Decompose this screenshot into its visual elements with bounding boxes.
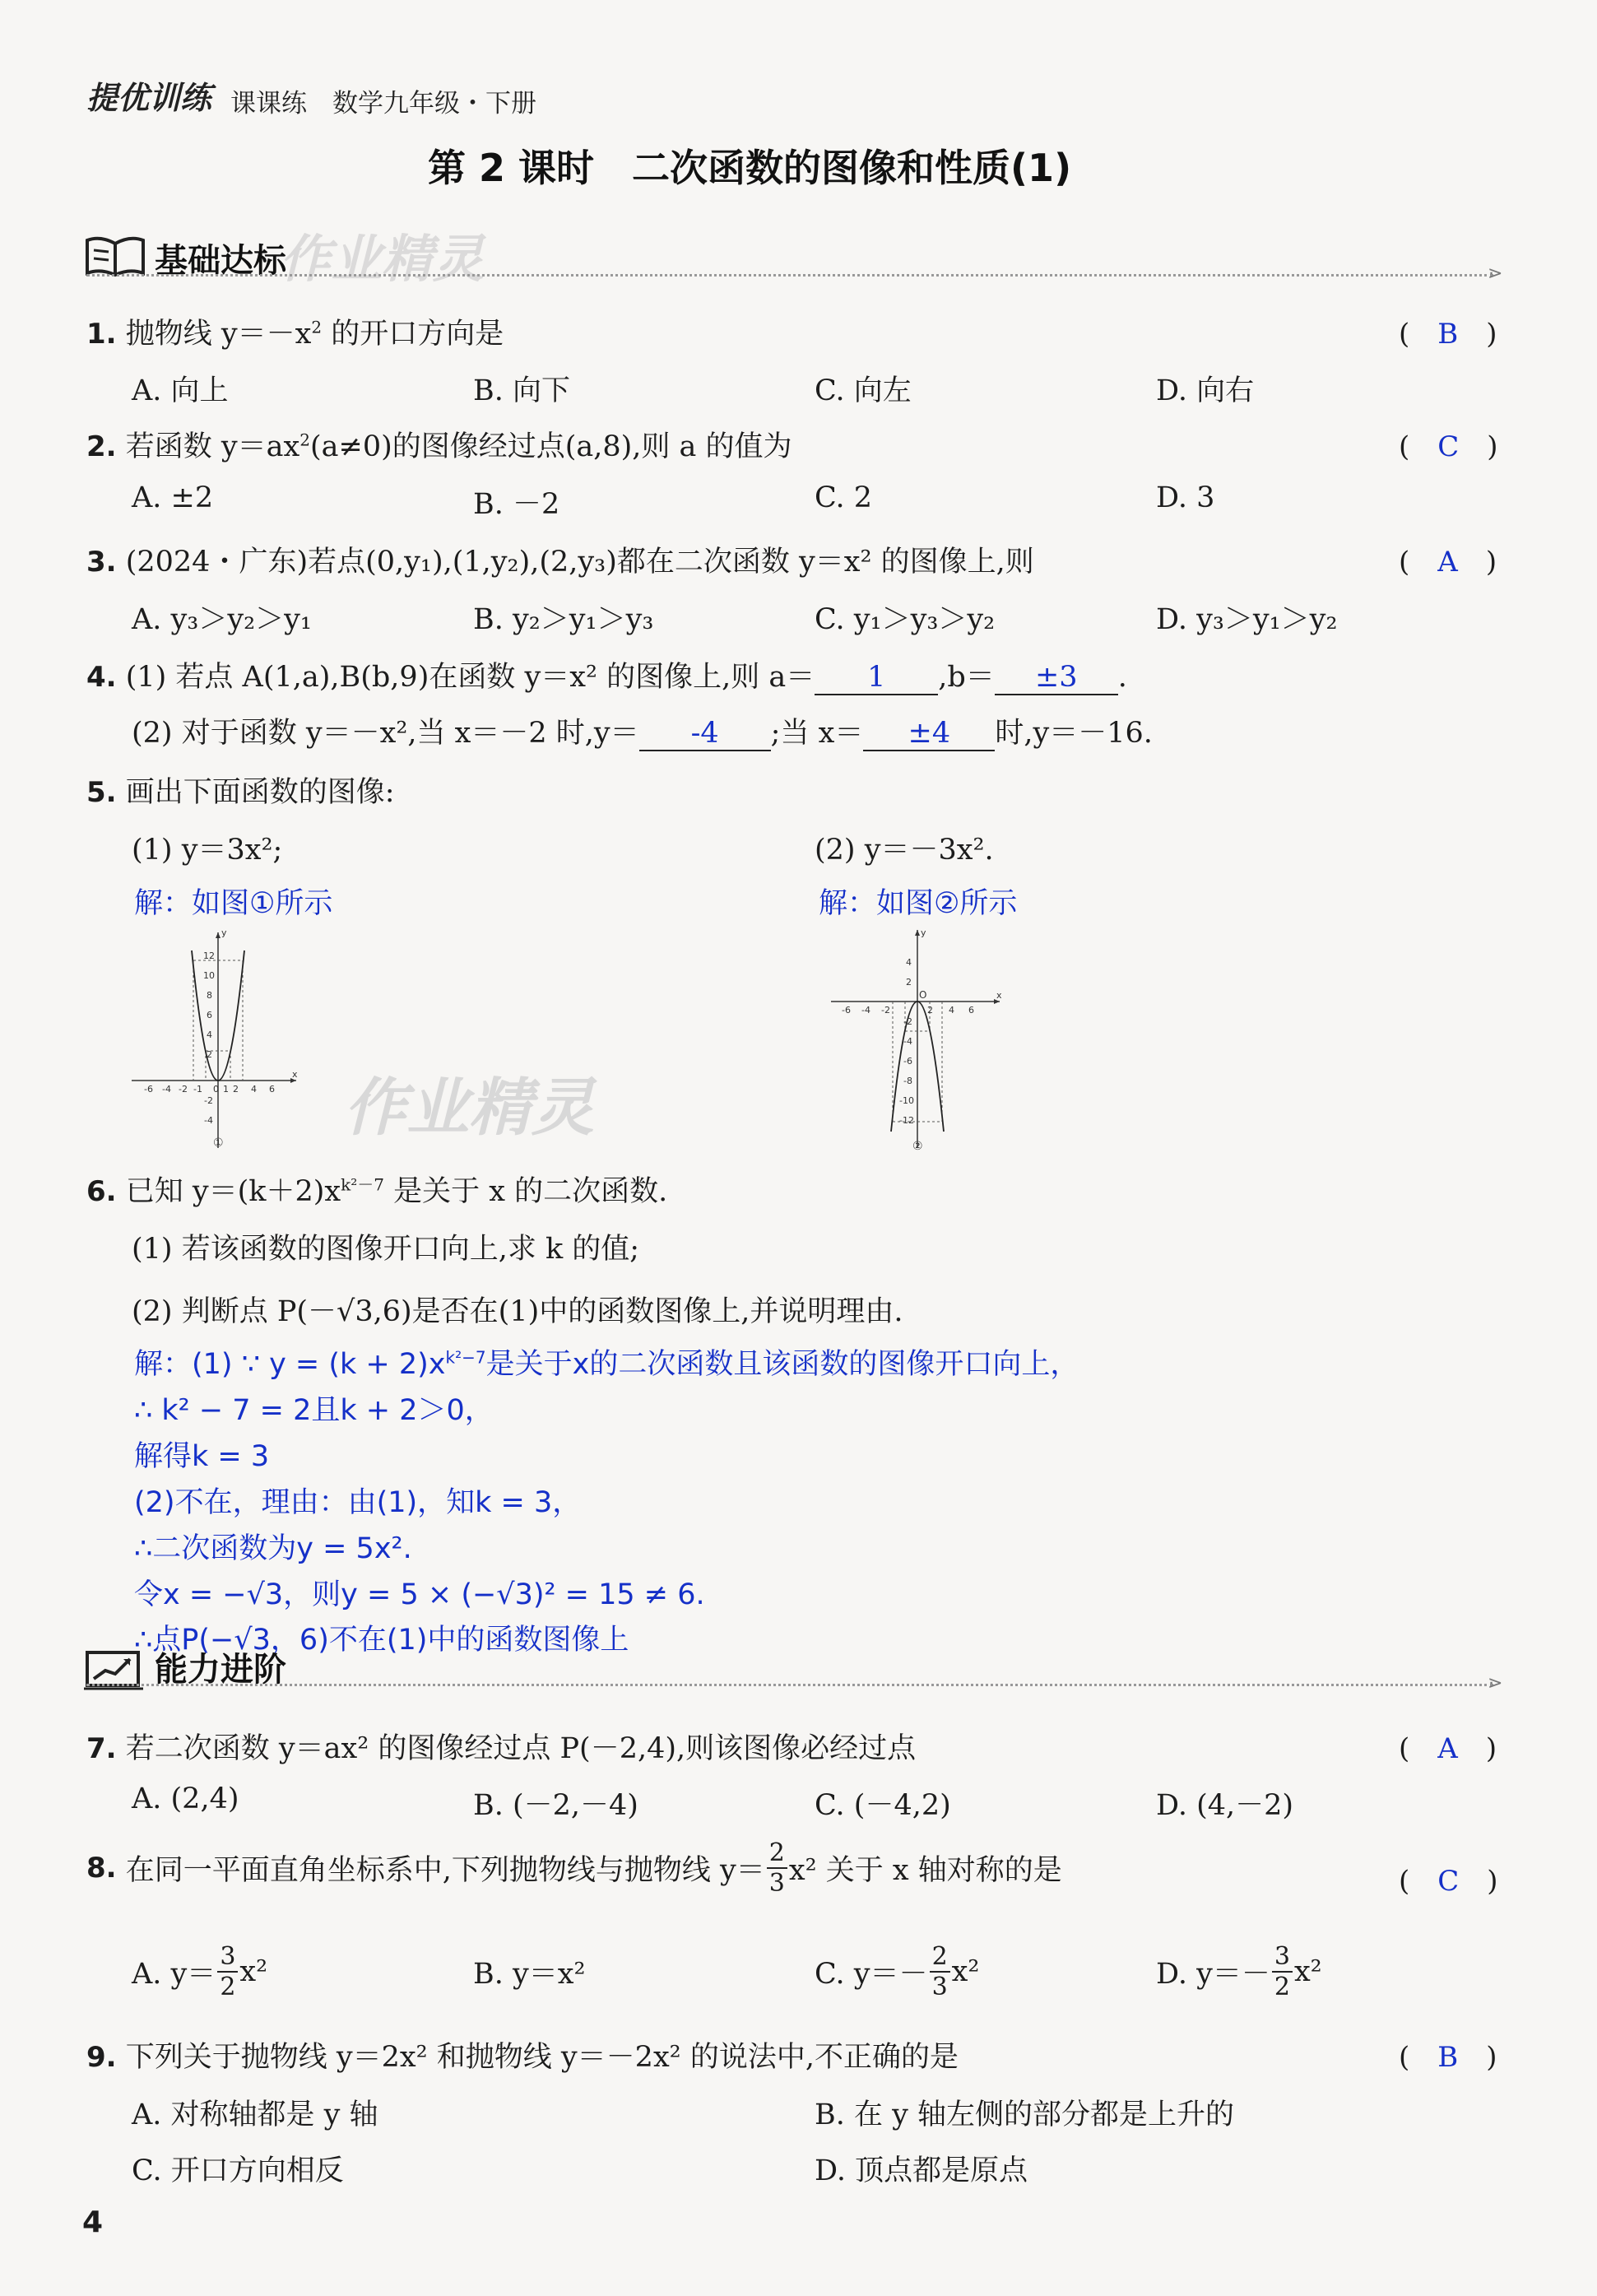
svg-text:-6: -6 [842, 1005, 851, 1016]
book-subtitle: 课课练 数学九年级・下册 [230, 89, 536, 119]
svg-text:6: 6 [207, 1010, 212, 1020]
q5-sub1: (1) y＝3x²; [132, 834, 283, 867]
q6-solution-line-4: (2)不在，理由：由(1)，知k = 3， [134, 1486, 582, 1519]
question-8: 8. 在同一平面直角坐标系中,下列抛物线与抛物线 y＝ $\frac{2}{3}$ x² 关于 x 轴对称的是 [86, 1838, 1062, 1898]
q6-sub2: (2) 判断点 P(－√3,6)是否在(1)中的函数图像上,并说明理由. [132, 1295, 903, 1328]
answer-choice: B [1437, 318, 1459, 351]
arrow-icon: ⋗ [1488, 1673, 1503, 1694]
q6-solution-line-1: 解：(1) ∵ $y = (k + 2)x^{k^2-7}$是关于x的二次函数且该函数的图像开口向上， [134, 1347, 1079, 1381]
svg-text:-8: -8 [903, 1076, 912, 1086]
page-number: 4 [82, 2205, 104, 2239]
svg-text:-4: -4 [162, 1084, 171, 1095]
q6-solution-line-5: ∴二次函数为y = 5x². [134, 1532, 412, 1565]
svg-text:12: 12 [203, 950, 215, 961]
option-a: A. (2,4) [132, 1782, 239, 1815]
svg-text:-4: -4 [204, 1115, 213, 1126]
fill-blank-b: ±3 [995, 661, 1118, 695]
svg-text:2: 2 [233, 1084, 239, 1095]
q5-solution-1: 解：如图①所示 [134, 887, 333, 920]
option-d: D. 向右 [1156, 374, 1255, 407]
option-d: D. y₃＞y₁＞y₂ [1156, 603, 1338, 636]
answer-paren-8: ( C ) [1399, 1865, 1498, 1898]
svg-text:O: O [919, 989, 927, 1001]
svg-text:4: 4 [207, 1029, 212, 1040]
section-divider [86, 1684, 1493, 1686]
option-b: B. 在 y 轴左侧的部分都是上升的 [815, 2098, 1234, 2131]
option-b: B. (－2,－4) [473, 1789, 638, 1822]
question-3: 3. (2024・广东)若点(0,y₁),(1,y₂),(2,y₃)都在二次函数 y＝x² 的图像上,则 [86, 546, 1034, 579]
svg-text:-2: -2 [903, 1016, 912, 1027]
option-c: C. y₁＞y₃＞y₂ [815, 603, 996, 636]
chart-progress-icon [82, 1646, 148, 1695]
svg-text:1: 1 [223, 1084, 229, 1095]
option-b: B. －2 [473, 488, 560, 521]
option-d: D. (4,－2) [1156, 1789, 1294, 1822]
x-axis-label: x [292, 1069, 298, 1080]
option-b: B. y＝x² [473, 1958, 586, 1991]
q5-solution-2: 解：如图②所示 [819, 887, 1018, 920]
svg-text:6: 6 [968, 1005, 974, 1016]
q6-solution-line-6: 令x = −√3，则y = 5 × (−√3)² = 15 ≠ 6. [134, 1578, 705, 1611]
answer-paren-9: ( B ) [1399, 2041, 1497, 2074]
figure-label: ① [213, 1136, 224, 1150]
question-4-part2: (2) 对于函数 y＝－x²,当 x＝－2 时,y＝ -4 ;当 x＝ ±4 时,y＝－16. [132, 717, 1153, 750]
svg-text:②: ② [912, 1140, 923, 1153]
svg-text:-2: -2 [204, 1095, 213, 1106]
option-b: B. 向下 [473, 374, 570, 407]
svg-text:2: 2 [906, 977, 912, 988]
svg-text:-6: -6 [144, 1084, 153, 1095]
svg-text:y: y [921, 927, 926, 938]
answer-paren-3: ( A ) [1399, 546, 1497, 579]
question-4-part1: 4. (1) 若点 A(1,a),B(b,9)在函数 y＝x² 的图像上,则 a＝ 1 ,b＝ ±3 . [86, 661, 1127, 694]
page-title: 第 2 课时 二次函数的图像和性质(1) [428, 146, 1072, 190]
question-9: 9. 下列关于抛物线 y＝2x² 和抛物线 y＝－2x² 的说法中,不正确的是 [86, 2041, 959, 2074]
svg-text:-2: -2 [881, 1005, 890, 1016]
option-b: B. y₂＞y₁＞y₃ [473, 603, 654, 636]
section-title-advanced: 能力进阶 [155, 1651, 286, 1689]
svg-text:-1: -1 [193, 1084, 202, 1095]
svg-text:x: x [996, 990, 1002, 1001]
arrow-icon: ⋗ [1488, 263, 1503, 284]
svg-text:-10: -10 [899, 1095, 914, 1106]
question-number: 1. [86, 318, 117, 351]
brand-logo: 提优训练 [86, 80, 212, 116]
graph-figure-2 [827, 926, 1008, 1160]
option-d: D. y＝－ $\frac{3}{2}$ x² [1156, 1941, 1322, 2001]
q6-solution-line-3: 解得k = 3 [134, 1440, 270, 1473]
option-c: C. 开口方向相反 [132, 2154, 344, 2187]
y-axis-label: y [221, 927, 227, 938]
option-a: A. y₃＞y₂＞y₁ [132, 603, 312, 636]
answer-paren-1: ( B ) [1399, 318, 1497, 351]
option-a: A. 对称轴都是 y 轴 [132, 2098, 378, 2131]
svg-text:2: 2 [927, 1005, 933, 1016]
svg-text:2: 2 [207, 1049, 212, 1060]
graph-figure-1 [128, 926, 309, 1160]
svg-text:8: 8 [207, 990, 212, 1001]
answer-paren-2: ( C ) [1399, 430, 1498, 463]
option-a: A. y＝ $\frac{3}{2}$ x² [132, 1941, 268, 2001]
q6-solution-line-2: ∴ k² − 7 = 2且k + 2＞0， [134, 1394, 494, 1427]
option-c: C. 向左 [815, 374, 912, 407]
svg-text:-12: -12 [899, 1115, 914, 1126]
question-5: 5. 画出下面函数的图像: [86, 776, 395, 809]
svg-text:-2: -2 [179, 1084, 188, 1095]
q5-sub2: (2) y＝－3x². [815, 834, 994, 867]
svg-text:10: 10 [203, 970, 215, 981]
svg-text:-6: -6 [903, 1056, 912, 1067]
option-d: D. 顶点都是原点 [815, 2154, 1028, 2187]
svg-text:6: 6 [269, 1084, 275, 1095]
watermark-mid: 作业精灵 [344, 1071, 594, 1144]
option-d: D. 3 [1156, 481, 1215, 514]
svg-text:0: 0 [213, 1084, 219, 1095]
watermark-top: 作业精灵 [280, 229, 485, 289]
q6-solution-line-7: ∴点P(−√3，6)不在(1)中的函数图像上 [134, 1624, 629, 1657]
svg-text:4: 4 [251, 1084, 257, 1095]
fill-blank-x: ±4 [863, 717, 995, 751]
section-divider [86, 274, 1493, 277]
option-c: C. (－4,2) [815, 1789, 951, 1822]
section-title-basic: 基础达标 [155, 242, 286, 280]
fill-blank-y: -4 [639, 717, 771, 751]
question-6: 6. 已知 $y=(k+2)x^{k^2-7}$ 是关于 x 的二次函数. [86, 1174, 668, 1208]
svg-text:4: 4 [906, 957, 912, 968]
question-2: 2. 若函数 $y=ax^2(a\ne 0)$的图像经过点(a,8),则 a 的值为 [86, 430, 792, 463]
svg-text:-4: -4 [861, 1005, 870, 1016]
question-1: 1. 抛物线 $y=-x^2$ 的开口方向是 [86, 317, 504, 351]
fill-blank-a: 1 [815, 661, 938, 695]
svg-text:-4: -4 [903, 1036, 912, 1047]
option-c: C. y＝－ $\frac{2}{3}$ x² [815, 1941, 980, 2001]
option-c: C. 2 [815, 481, 873, 514]
answer-paren-7: ( A ) [1399, 1732, 1497, 1765]
question-7: 7. 若二次函数 y＝ax² 的图像经过点 P(－2,4),则该图像必经过点 [86, 1732, 917, 1765]
svg-text:4: 4 [949, 1005, 954, 1016]
option-a: A. 向上 [132, 374, 229, 407]
q6-sub1: (1) 若该函数的图像开口向上,求 k 的值; [132, 1233, 640, 1266]
option-a: A. ±2 [132, 481, 214, 514]
